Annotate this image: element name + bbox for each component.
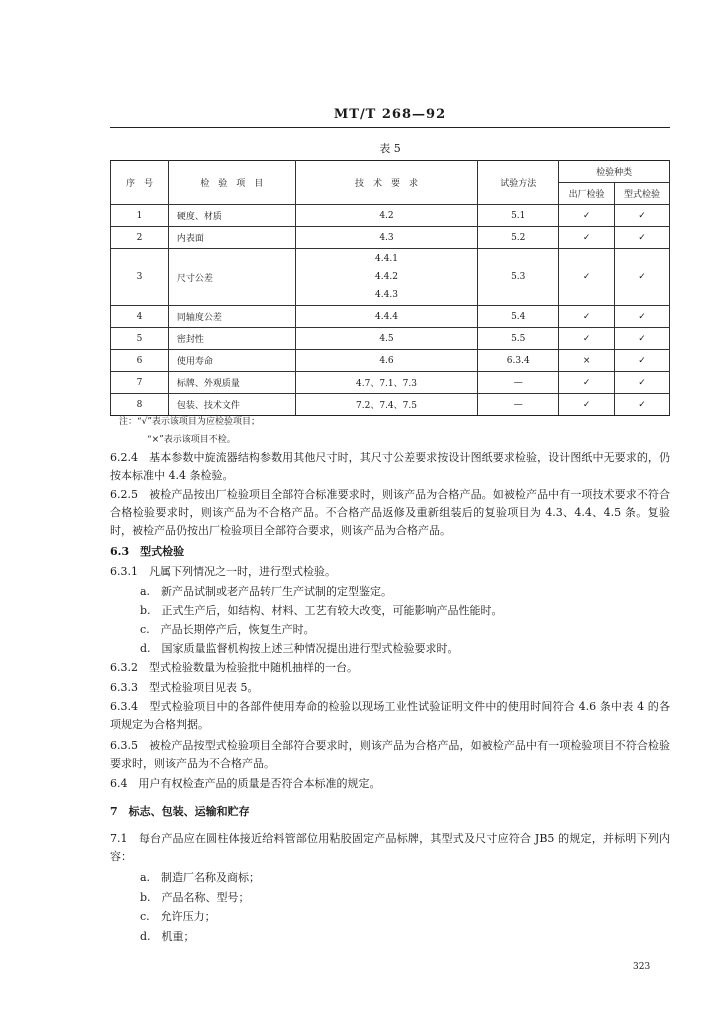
row-seq: 2 (111, 227, 169, 249)
row-method: 5.4 (478, 306, 559, 328)
col-header-method: 试验方法 (478, 161, 559, 205)
row-method: 5.5 (478, 328, 559, 350)
row-seq: 7 (111, 372, 169, 394)
clause-6-2-5: 6.2.5 被检产品按出厂检验项目全部符合标准要求时，则该产品为合格产品。如被检产品中有一项技术要求不符合合格检验要求时，则该产品为不合格产品。不合格产品返修及重新组装后的复验项目为 4.3、4.4、4.5 条。复验时，被检产品仍按出厂检验项目全部符合要求，则该产品为合格产品。 (110, 488, 670, 537)
row-seq: 3 (111, 249, 169, 306)
col-header-factory: 出厂检验 (559, 183, 615, 205)
row-type-check: ✓ (615, 205, 670, 227)
row-item: 包装、技术文件 (168, 394, 295, 416)
row-requirement: 7.2、7.4、7.5 (295, 394, 478, 416)
section-7-heading: 7 标志、包装、运输和贮存 (110, 805, 250, 818)
row-requirement: 4.2 (295, 205, 478, 227)
clause-7-1: 7.1 每台产品应在圆柱体接近给料管部位用粘胶固定产品标牌，其型式及尺寸应符合 JB5 的规定，并标明下列内容： (110, 832, 670, 863)
row-seq: 8 (111, 394, 169, 416)
section-6-3-heading: 6.3 型式检验 (110, 545, 185, 558)
row-item: 内表面 (168, 227, 295, 249)
page-number: 323 (633, 962, 651, 972)
row-seq: 6 (111, 350, 169, 372)
clause-6-3-2: 6.3.2 型式检验数量为检验批中随机抽样的一台。 (110, 661, 358, 674)
row-method: — (478, 372, 559, 394)
row-method: 5.2 (478, 227, 559, 249)
row-type-check: ✓ (615, 372, 670, 394)
col-header-requirement: 技 术 要 求 (295, 161, 478, 205)
col-header-type: 型式检验 (615, 183, 670, 205)
list-item: d. 国家质量监督机构按上述三种情况提出进行型式检验要求时。 (140, 642, 459, 655)
row-factory-check: ✓ (559, 328, 615, 350)
row-requirement: 4.4.4 (295, 306, 478, 328)
table-row (111, 306, 670, 328)
row-item: 硬度、材质 (168, 205, 295, 227)
table-row (111, 328, 670, 350)
row-item: 使用寿命 (168, 350, 295, 372)
requirement-line: 4.4.1 (375, 254, 398, 264)
list-item: c. 允许压力； (140, 910, 216, 923)
row-requirement (295, 249, 478, 306)
table-note: “×”表示该项目不检。 (147, 435, 236, 445)
inspection-table (110, 160, 670, 416)
row-requirement: 4.3 (295, 227, 478, 249)
requirement-line: 4.4.2 (375, 272, 398, 282)
row-type-check: ✓ (615, 227, 670, 249)
row-type-check: ✓ (615, 249, 670, 306)
table-row (111, 350, 670, 372)
row-type-check: ✓ (615, 350, 670, 372)
row-method: — (478, 394, 559, 416)
row-method: 6.3.4 (478, 350, 559, 372)
list-item: a. 新产品试制或老产品转厂生产试制的定型鉴定。 (140, 585, 393, 598)
list-item: a. 制造厂名称及商标； (140, 871, 261, 884)
row-factory-check: ✓ (559, 306, 615, 328)
clause-6-3-3: 6.3.3 型式检验项目见表 5。 (110, 681, 259, 694)
row-method: 5.3 (478, 249, 559, 306)
table-title: 表 5 (379, 142, 401, 155)
row-factory-check: ✓ (559, 227, 615, 249)
table-row (111, 227, 670, 249)
table-row (111, 394, 670, 416)
table-note: 注：“√”表示该项目为应检验项目； (119, 417, 260, 427)
list-item: b. 正式生产后，如结构、材料、工艺有较大改变，可能影响产品性能时。 (140, 604, 503, 617)
row-requirement: 4.6 (295, 350, 478, 372)
header-rule (110, 127, 670, 128)
table-row (111, 372, 670, 394)
list-item: b. 产品名称、型号； (140, 891, 250, 904)
row-factory-check: ✓ (559, 249, 615, 306)
row-item: 尺寸公差 (168, 249, 295, 306)
col-header-category: 检验种类 (559, 161, 670, 183)
row-factory-check: × (559, 350, 615, 372)
clause-6-3-4: 6.3.4 型式检验项目中的各部件使用寿命的检验以现场工业性试验证明文件中的使用时间符合 4.6 条中表 4 的各项规定为合格判据。 (110, 700, 670, 731)
row-requirement: 4.7、7.1、7.3 (295, 372, 478, 394)
table-row (111, 249, 670, 306)
list-item: c. 产品长期停产后，恢复生产时。 (140, 623, 315, 636)
row-type-check: ✓ (615, 328, 670, 350)
row-requirement: 4.5 (295, 328, 478, 350)
row-item: 标牌、外观质量 (168, 372, 295, 394)
row-item: 同轴度公差 (168, 306, 295, 328)
requirement-line: 4.4.3 (375, 290, 398, 300)
table-row (111, 205, 670, 227)
row-seq: 4 (111, 306, 169, 328)
row-seq: 5 (111, 328, 169, 350)
row-type-check: ✓ (615, 306, 670, 328)
row-method: 5.1 (478, 205, 559, 227)
row-type-check: ✓ (615, 394, 670, 416)
standard-number: MT/T 268—92 (333, 107, 447, 122)
list-item: d. 机重； (140, 930, 195, 943)
row-factory-check: ✓ (559, 205, 615, 227)
row-seq: 1 (111, 205, 169, 227)
clause-6-3-1: 6.3.1 凡属下列情况之一时，进行型式检验。 (110, 565, 336, 578)
clause-6-3-5: 6.3.5 被检产品按型式检验项目全部符合要求时，则该产品为合格产品，如被检产品中有一项检验项目不符合检验要求时，则该产品为不合格产品。 (110, 739, 670, 770)
col-header-seq: 序 号 (111, 161, 169, 205)
clause-6-2-4: 6.2.4 基本参数中旋流器结构参数用其他尺寸时，其尺寸公差要求按设计图纸要求检验，设计图纸中无要求的，仍按本标准中 4.4 条检验。 (110, 451, 670, 482)
clause-6-4: 6.4 用户有权检查产品的质量是否符合本标准的规定。 (110, 777, 381, 790)
col-header-item: 检 验 项 目 (168, 161, 295, 205)
row-factory-check: ✓ (559, 372, 615, 394)
row-factory-check: ✓ (559, 394, 615, 416)
row-item: 密封性 (168, 328, 295, 350)
